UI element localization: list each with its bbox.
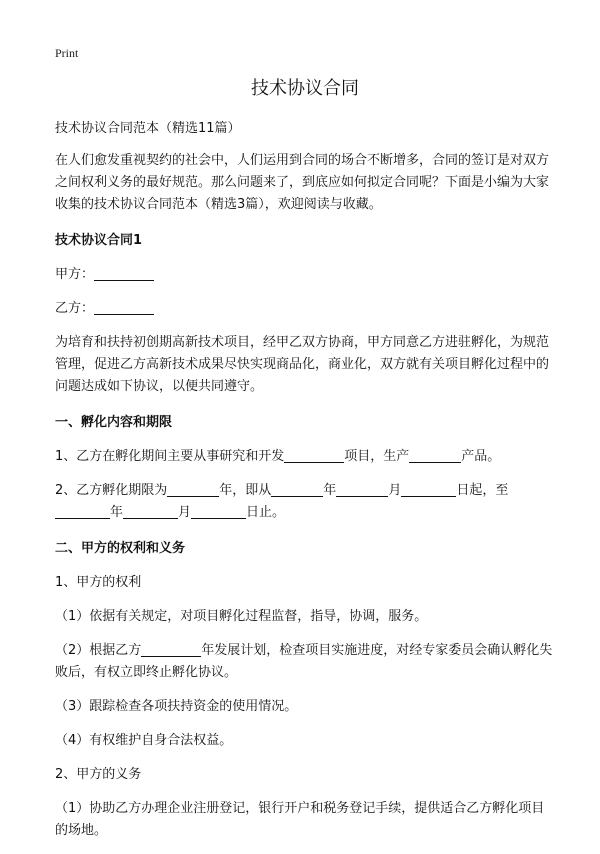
blank: [55, 504, 110, 519]
right-2-text-b: 年发展计划，检查项目实施进度，对经专家委员会确认孵化失败后，有权立即终止孵化协议。: [55, 643, 553, 680]
party-b-label: 乙方：: [55, 301, 95, 316]
document-body: [55, 76, 555, 854]
clause-1: [55, 446, 555, 468]
clause-2-text: 年: [110, 505, 124, 520]
duties-title: 2、甲方的义务: [55, 767, 142, 782]
page-title: 技术协议合同: [251, 78, 359, 99]
right-2: [55, 640, 555, 684]
party-b-blank: [94, 300, 154, 315]
clause-2: [55, 480, 555, 524]
clause-1-text-a: 1、乙方在孵化期间主要从事研究和开发: [55, 449, 285, 464]
blank: [284, 448, 344, 463]
print-link[interactable]: Print: [55, 46, 79, 60]
clause-2-text: 日止。: [246, 505, 286, 520]
clause-2-text: 月: [388, 483, 402, 498]
blank: [271, 482, 323, 497]
heading-rights-duties: 二、甲方的权利和义务: [55, 541, 186, 556]
section-heading: 技术协议合同1: [55, 233, 143, 248]
right-2-text-a: （2）根据乙方: [55, 643, 142, 658]
clause-2-text: 2、乙方孵化期限为: [55, 483, 168, 498]
clause-2-text: 月: [178, 505, 192, 520]
duty-1: （1）协助乙方办理企业注册登记，银行开户和税务登记手续，提供适合乙方孵化项目的场地。: [55, 801, 545, 838]
blank: [191, 504, 246, 519]
right-1: （1）依据有关规定，对项目孵化过程监督，指导，协调，服务。: [55, 609, 428, 624]
subtitle: 技术协议合同范本（精选11篇）: [55, 121, 241, 136]
blank: [141, 642, 201, 657]
blank: [401, 482, 456, 497]
rights-title: 1、甲方的权利: [55, 575, 142, 590]
clause-2-text: 年: [323, 483, 337, 498]
blank: [336, 482, 388, 497]
right-3: （3）跟踪检查各项扶持资金的使用情况。: [55, 699, 298, 714]
party-b-line: [55, 298, 555, 320]
clause-2-text: 日起，至: [456, 483, 509, 498]
blank: [167, 482, 219, 497]
clause-2-text: 年，即从: [219, 483, 272, 498]
party-a-line: [55, 264, 555, 286]
clause-1-text-b: 项目，生产: [344, 449, 410, 464]
preamble-paragraph: 为培育和扶持初创期高新技术项目，经甲乙双方协商，甲方同意乙方进驻孵化，为规范管理，促进乙方高新技术成果尽快实现商品化，商业化，双方就有关项目孵化过程中的问题达成如下协议，以便共同遵守。: [55, 335, 550, 394]
intro-paragraph: 在人们愈发重视契约的社会中，人们运用到合同的场合不断增多，合同的签订是对双方之间权利义务的最好规范。那么问题来了，到底应如何拟定合同呢？下面是小编为大家收集的技术协议合同范本（精选3篇），欢迎阅读与收藏。: [55, 153, 550, 212]
right-4: （4）有权维护自身合法权益。: [55, 733, 233, 748]
clause-1-text-c: 产品。: [461, 449, 501, 464]
blank: [409, 448, 461, 463]
blank: [123, 504, 178, 519]
heading-incubation: 一、孵化内容和期限: [55, 415, 173, 430]
party-a-label: 甲方：: [55, 267, 95, 282]
party-a-blank: [94, 266, 154, 281]
